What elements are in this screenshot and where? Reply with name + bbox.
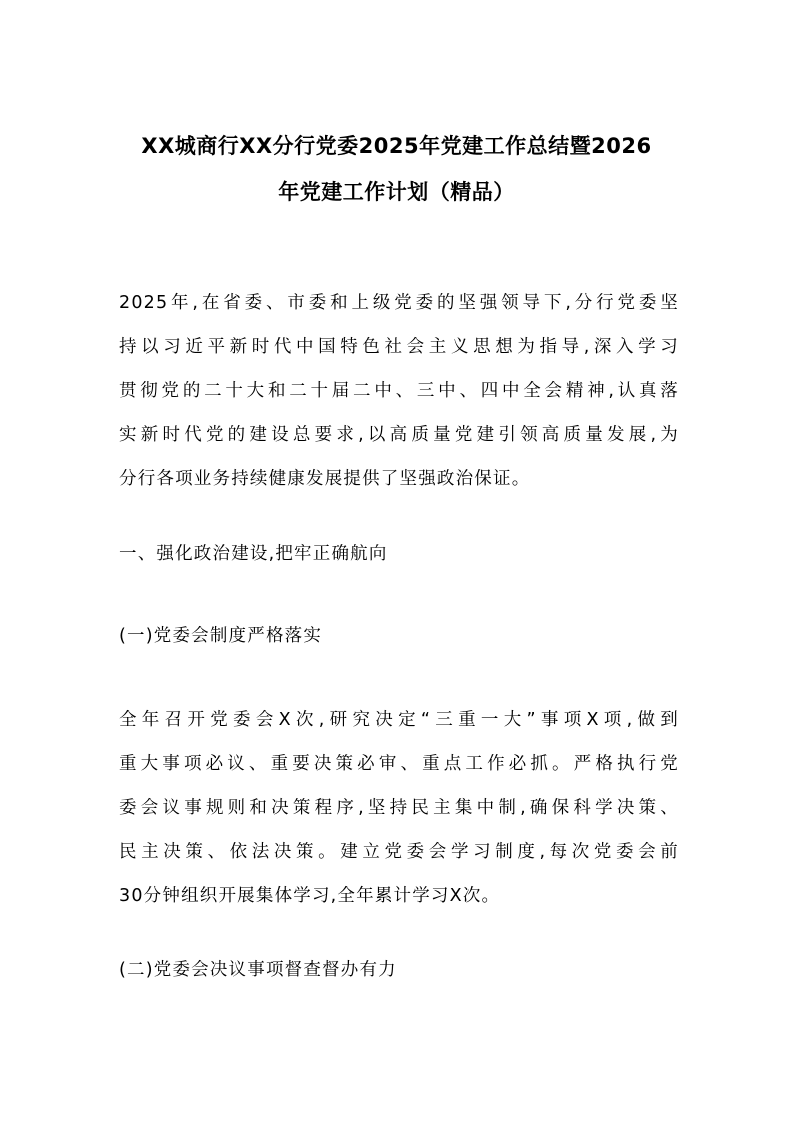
- intro-line: 分行各项业务持续健康发展提供了坚强政治保证。: [119, 469, 531, 489]
- subsection-1-line: 民主决策、依法决策。建立党委会学习制度,每次党委会前: [119, 842, 679, 862]
- intro-line: 2025年,在省委、市委和上级党委的坚强领导下,分行党委坚: [119, 293, 679, 313]
- intro-line: 贯彻党的二十大和二十届二中、三中、四中全会精神,认真落: [119, 381, 679, 401]
- subsection-1-line: 30分钟组织开展集体学习,全年累计学习X次。: [119, 886, 501, 906]
- subsection-1-paragraph: [119, 698, 679, 918]
- subsection-2-heading: (二)党委会决议事项督查督办有力: [119, 960, 397, 980]
- section-1-heading: 一、强化政治建设,把牢正确航向: [119, 544, 388, 564]
- subsection-1-line: 重大事项必议、重要决策必审、重点工作必抓。严格执行党: [119, 754, 679, 774]
- subsection-1-line: 全年召开党委会X次,研究决定“三重一大”事项X项,做到: [119, 710, 679, 730]
- document-title-line-2: 年党建工作计划（精品）: [278, 180, 515, 204]
- intro-paragraph: [119, 281, 679, 501]
- document-title-line-1: XX城商行XX分行党委2025年党建工作总结暨2026: [141, 134, 652, 158]
- subsection-1-heading: (一)党委会制度严格落实: [119, 626, 323, 646]
- intro-line: 持以习近平新时代中国特色社会主义思想为指导,深入学习: [119, 337, 679, 357]
- subsection-1-line: 委会议事规则和决策程序,坚持民主集中制,确保科学决策、: [119, 798, 679, 818]
- intro-line: 实新时代党的建设总要求,以高质量党建引领高质量发展,为: [119, 425, 679, 445]
